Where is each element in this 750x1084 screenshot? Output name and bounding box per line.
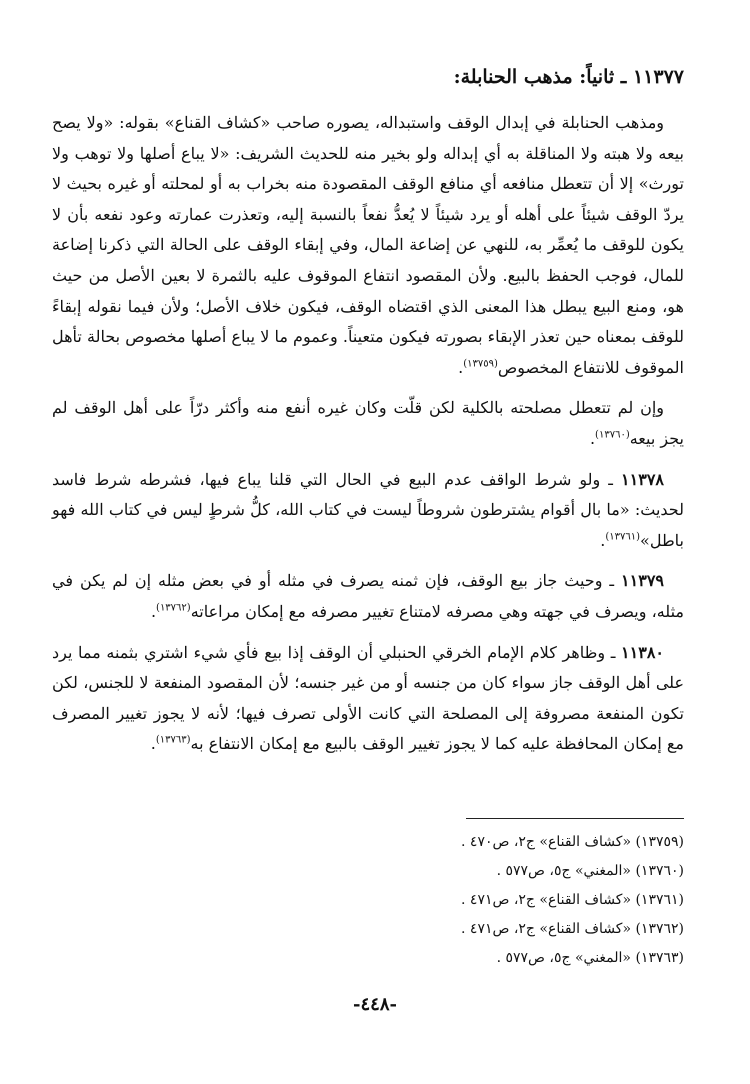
page-number: -٤٤٨- <box>353 994 397 1015</box>
footnote-ref: (١٣٧٦٣) <box>155 734 191 746</box>
paragraph-text: ـ ولو شرط الواقف عدم البيع في الحال التي قلنا يباع فيها، فشرطه شرط فاسد لحديث: «ما بال أقوام يشترطون شروطاً ليست في كتاب الله، كلُّ شرطٍ ليس في كتاب الله فهو باطل» <box>52 469 684 550</box>
paragraph-end: . <box>589 428 596 448</box>
paragraph-number: ١١٣٧٩ <box>621 571 664 591</box>
paragraph <box>52 393 684 454</box>
main-text <box>52 108 684 770</box>
footnote-ref: (١٣٧٦٢) <box>156 602 191 614</box>
paragraph-text: وإن لم تتعطل مصلحته بالكلية لكن قلّت وكان غيره أنفع منه وأكثر درّاً على أهل الوقف لم يجز بيعه <box>52 398 684 448</box>
footnote: (١٣٧٦١) «كشاف القناع» ج٢، ص٤٧١ . <box>461 892 684 908</box>
footnotes <box>184 828 684 973</box>
paragraph-end: . <box>150 734 156 754</box>
paragraph <box>52 108 684 383</box>
paragraph-text: ومذهب الحنابلة في إبدال الوقف واستبداله، يصوره صاحب «كشاف القناع» بقوله: «ولا يصح بيعه ولا هبته ولا المناقلة به أي إبداله ولو بخير منه للحديث الشريف: «لا يباع أصلها ولا توهب ولا تورث» إلا أن تتعطل منافعه أي منافع الوقف المقصودة منه بخراب به أو لمحلته أو غيره بحيث لا يردّ الوقف شيئاً على أهله أو يرد شيئاً لا يُعدُّ نفعاً بالنسبة إليه، وتعذرت عمارته وعود نفعه بأن لا يكون للوقف ما يُعمِّر به، للنهي عن إضاعة المال، وفي إبقاء الوقف على الحالة التي ذكرنا إضاعة للمال، فوجب الحفظ بالبيع. ولأن المقصود انتفاع الموقوف عليه بالثمرة لا بعين الأصل من حيث هو، ومنع البيع يبطل هذا المعنى الذي اقتضاه الوقف، فيكون خلاف الأصل؛ ولأن فيما نقوله إبقاءً للوقف بمعناه حين تعذر الإبقاء بصورته فيكون متعيناً. وعموم ما لا يباع أصلها مخصوص بحالة تأهل الموقوف للانتفاع المخصوص <box>52 113 684 377</box>
footnote-ref: (١٣٧٦١) <box>605 531 641 543</box>
paragraph <box>52 465 684 557</box>
paragraph <box>52 638 684 760</box>
footnote-ref: (١٣٧٥٩) <box>463 358 498 370</box>
footnote: (١٣٧٦٢) «كشاف القناع» ج٢، ص٤٧١ . <box>461 921 684 937</box>
paragraph-end: . <box>600 530 606 550</box>
paragraph-number: ١١٣٧٨ <box>621 469 664 489</box>
paragraph-text: ـ وظاهر كلام الإمام الخرقي الحنبلي أن الوقف إذا بيع فأي شيء اشتري بثمنه مما يرد على أهل الوقف جاز سواء كان من جنسه أو من غير جنسه؛ لأن المقصود المنفعة لا للجنس، لكن تكون المنفعة مصروفة إلى المصلحة التي كانت الأولى تصرف فيها؛ لأنه لا يجوز تغيير المصرف مع إمكان المحافظة عليه كما لا يجوز تغيير الوقف بالبيع مع إمكان الانتفاع به <box>52 642 684 754</box>
paragraph <box>52 566 684 627</box>
footnote: (١٣٧٥٩) «كشاف القناع» ج٢، ص٤٧٠ . <box>461 834 684 850</box>
footnote: (١٣٧٦٠) «المغني» ج٥، ص٥٧٧ . <box>496 863 684 879</box>
section-heading: ١١٣٧٧ ـ ثانياً: مذهب الحنابلة: <box>453 66 684 88</box>
footnote-ref: (١٣٧٦٠) <box>595 429 630 441</box>
footnote-divider <box>466 818 684 819</box>
paragraph-end: . <box>150 601 157 621</box>
paragraph-number: ١١٣٨٠ <box>621 642 664 662</box>
paragraph-end: . <box>458 357 464 377</box>
footnote: (١٣٧٦٣) «المغني» ج٥، ص٥٧٧ . <box>496 950 684 966</box>
paragraph-text: ـ وحيث جاز بيع الوقف، فإن ثمنه يصرف في مثله أو في بعض مثله إن لم يكن في مثله، ويصرف في جهته وهي مصرفه لامتناع تغيير مصرفه مع إمكان مراعاته <box>52 571 684 621</box>
